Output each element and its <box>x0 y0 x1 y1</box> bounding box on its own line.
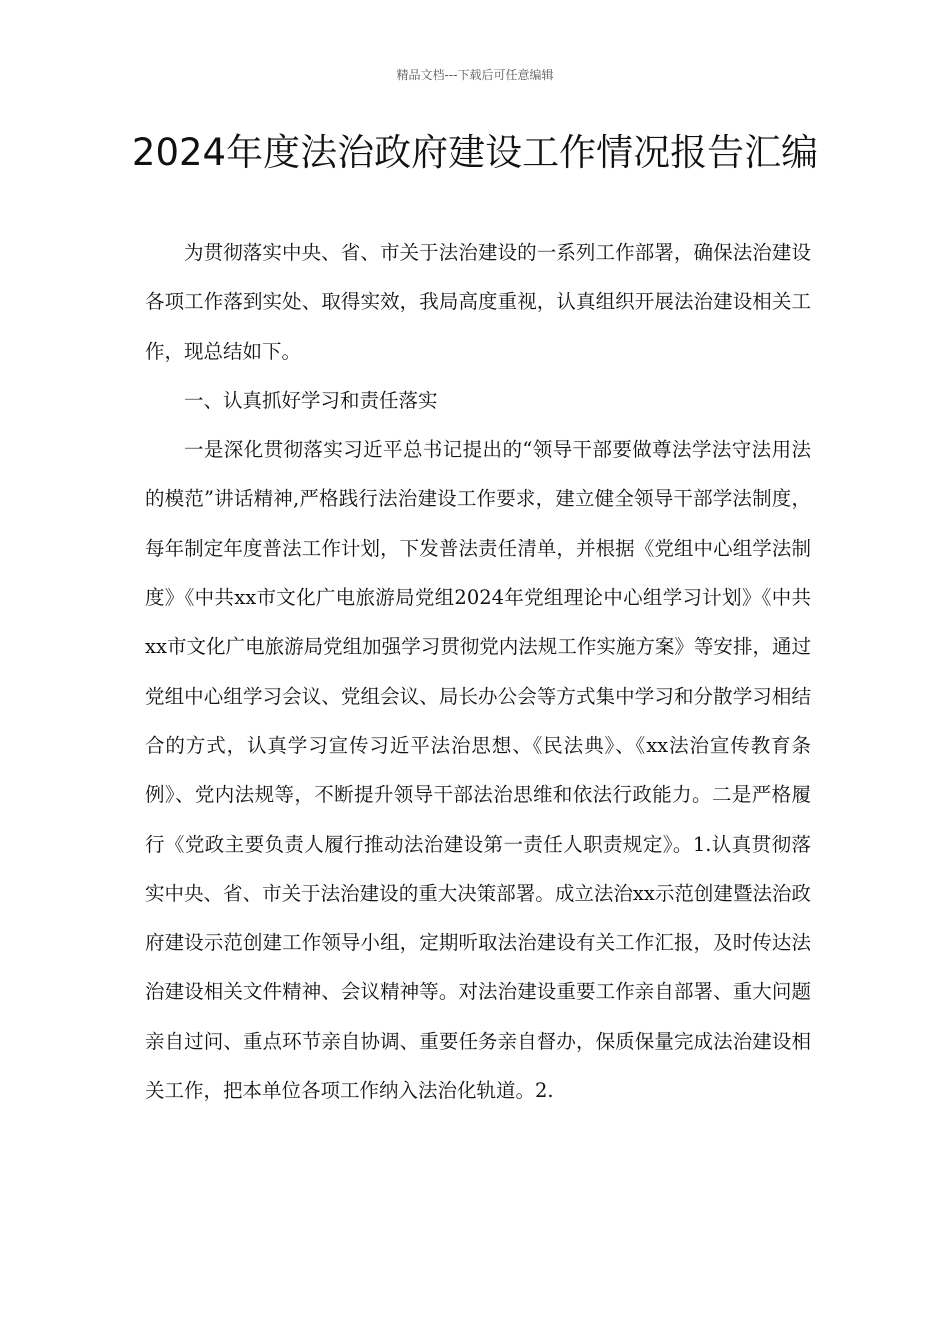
body-paragraph-intro: 为贯彻落实中央、省、市关于法治建设的一系列工作部署，确保法治建设各项工作落到实处、取得实效，我局高度重视，认真组织开展法治建设相关工作，现总结如下。 <box>145 241 811 363</box>
document-body <box>145 228 811 1115</box>
body-paragraph-main: 一是深化贯彻落实习近平总书记提出的“领导干部要做尊法学法守法用法的模范”讲话精神,严格践行法治建设工作要求，建立健全领导干部学法制度，每年制定年度普法工作计划，下发普法责任清单，并根据《党组中心组学法制度》《中共xx市文化广电旅游局党组2024年党组理论中心组学习计划》《中共xx市文化广电旅游局党组加强学习贯彻党内法规工作实施方案》等安排，通过党组中心组学习会议、党组会议、局长办公会等方式集中学习和分散学习相结合的方式，认真学习宣传习近平法治思想、《民法典》、《xx法治宣传教育条例》、党内法规等，不断提升领导干部法治思维和依法行政能力。二是严格履行《党政主要负责人履行推动法治建设第一责任人职责规定》。1.认真贯彻落实中央、省、市关于法治建设的重大决策部署。成立法治xx示范创建暨法治政府建设示范创建工作领导小组，定期听取法治建设有关工作汇报，及时传达法治建设相关文件精神、会议精神等。对法治建设重要工作亲自部署、重大问题亲自过问、重点环节亲自协调、重要任务亲自督办，保质保量完成法治建设相关工作，把本单位各项工作纳入法治化轨道。2. <box>145 438 811 1103</box>
section-heading: 一、认真抓好学习和责任落实 <box>184 388 438 412</box>
header-note: 精品文档---下载后可任意编辑 <box>396 68 554 82</box>
document-title: 2024年度法治政府建设工作情况报告汇编 <box>131 131 819 174</box>
